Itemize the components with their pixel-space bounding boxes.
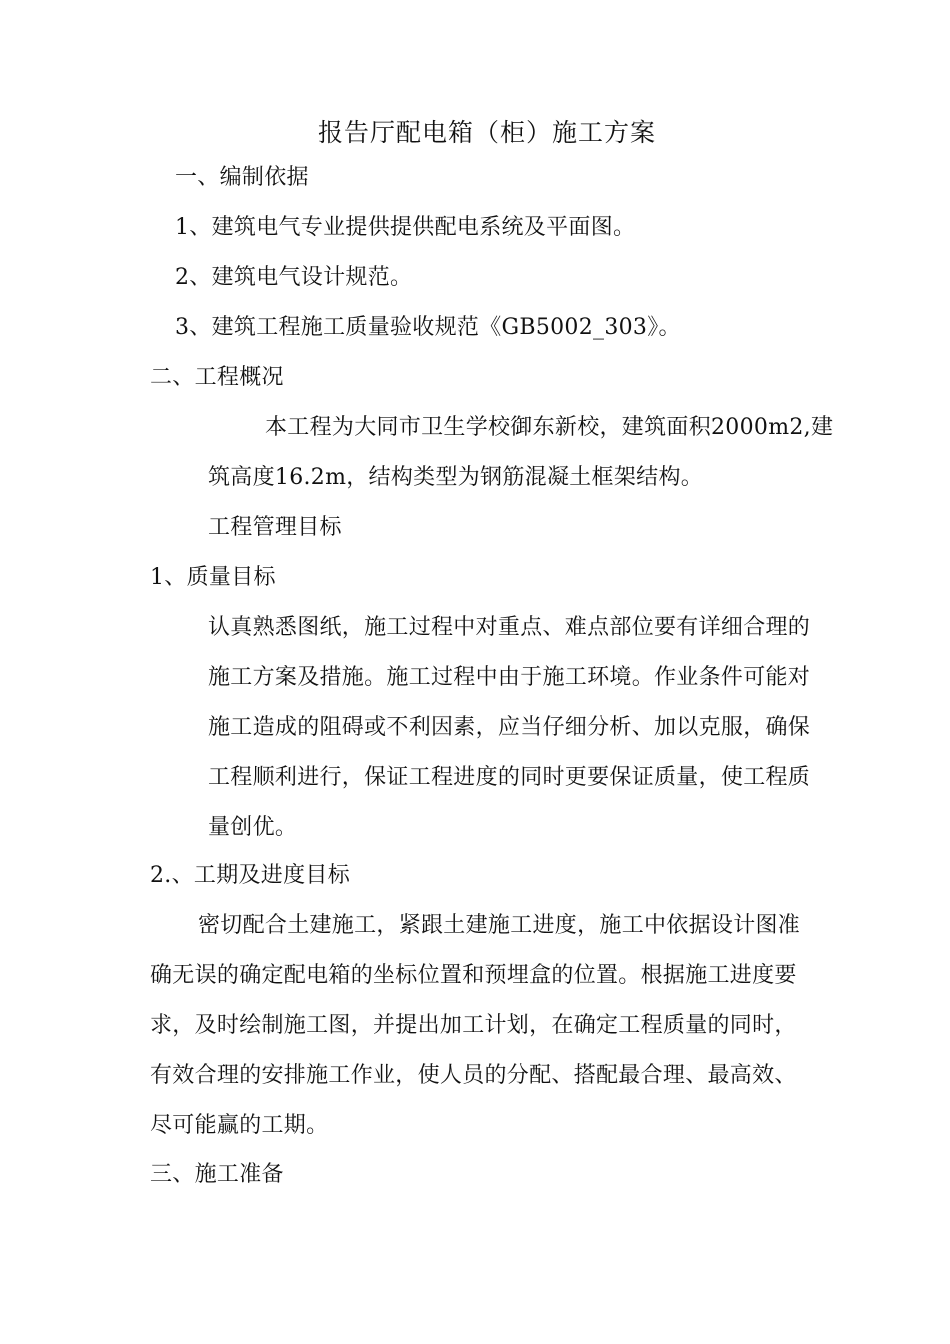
document-title: 报告厅配电箱（柜）施工方案 <box>318 118 657 147</box>
basis-item-1: 1、建筑电气专业提供提供配电系统及平面图。 <box>175 215 636 240</box>
section-heading-basis: 一、编制依据 <box>175 165 309 190</box>
schedule-line-5: 尽可能赢的工期。 <box>150 1113 329 1138</box>
overview-line-1: 本工程为大同市卫生学校御东新校，建筑面积2000m2,建 <box>265 415 834 440</box>
schedule-line-1: 密切配合土建施工，紧跟土建施工进度，施工中依据设计图准 <box>198 913 801 938</box>
schedule-line-3: 求，及时绘制施工图，并提出加工计划，在确定工程质量的同时， <box>150 1013 797 1038</box>
section-heading-overview: 二、工程概况 <box>150 365 284 390</box>
quality-heading: 1、质量目标 <box>150 565 276 590</box>
schedule-line-4: 有效合理的安排施工作业，使人员的分配、搭配最合理、最高效、 <box>150 1063 797 1088</box>
section-heading-management: 工程管理目标 <box>208 515 342 540</box>
quality-line-4: 工程顺利进行，保证工程进度的同时更要保证质量，使工程质 <box>208 765 811 790</box>
quality-line-3: 施工造成的阻碍或不利因素，应当仔细分析、加以克服，确保 <box>208 715 811 740</box>
schedule-line-2: 确无误的确定配电箱的坐标位置和预埋盒的位置。根据施工进度要 <box>150 963 797 988</box>
basis-item-3: 3、建筑工程施工质量验收规范《GB5002_303》。 <box>175 315 681 340</box>
overview-line-2: 筑高度16.2m，结构类型为钢筋混凝土框架结构。 <box>208 465 704 490</box>
quality-line-2: 施工方案及措施。施工过程中由于施工环境。作业条件可能对 <box>208 665 811 690</box>
section-heading-preparation: 三、施工准备 <box>150 1162 284 1187</box>
basis-item-2: 2、建筑电气设计规范。 <box>175 265 413 290</box>
quality-line-5: 量创优。 <box>208 815 298 840</box>
quality-line-1: 认真熟悉图纸，施工过程中对重点、难点部位要有详细合理的 <box>208 615 811 640</box>
schedule-heading: 2.、工期及进度目标 <box>150 863 350 888</box>
